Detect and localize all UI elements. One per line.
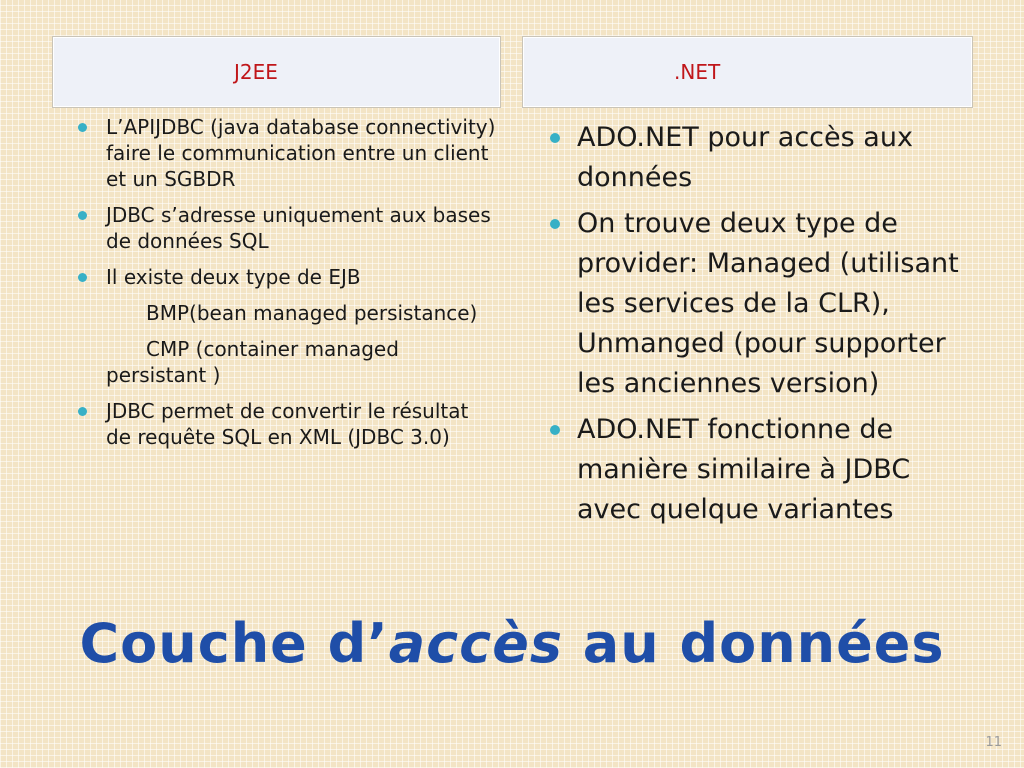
title-part-3: au données [562, 612, 945, 675]
table-header-j2ee [53, 37, 500, 107]
sub-list-item [78, 300, 498, 326]
list-item [550, 118, 970, 198]
slide-title [0, 612, 1024, 675]
sub-item-text: CMP (container managed persistant ) [106, 337, 399, 387]
list-item-text: L’APIJDBC (java database connectivity) faire le communication entre un client et un SGBDR [106, 115, 496, 191]
page-number: 11 [985, 735, 1002, 750]
sub-item-text: BMP(bean managed persistance) [146, 301, 478, 325]
bullet-icon [550, 133, 560, 143]
bullet-icon [78, 211, 87, 220]
table-header-dotnet [523, 37, 972, 107]
list-item-text: JDBC permet de convertir le résultat de requête SQL en XML (JDBC 3.0) [106, 399, 469, 449]
sub-list-item [78, 336, 498, 388]
dotnet-bullet-list [550, 118, 970, 536]
list-item [78, 264, 498, 290]
list-item [78, 202, 498, 254]
bullet-icon [78, 407, 87, 416]
list-item-text: On trouve deux type de provider: Managed (utilisant les services de la CLR), Unmanged (pour supporter les anciennes version) [577, 208, 959, 399]
list-item [550, 204, 970, 404]
header-j2ee-label: J2EE [234, 60, 278, 84]
title-part-2: accès [388, 612, 563, 675]
list-item [550, 410, 970, 530]
bullet-icon [78, 273, 87, 282]
j2ee-bullet-list [78, 114, 498, 460]
list-item [78, 114, 498, 192]
list-item-text: Il existe deux type de EJB [106, 265, 361, 289]
list-item-text: ADO.NET fonctionne de manière similaire à JDBC avec quelque variantes [577, 414, 911, 525]
list-item-text: ADO.NET pour accès aux données [577, 122, 913, 193]
bullet-icon [78, 123, 87, 132]
header-dotnet-label: .NET [674, 60, 721, 84]
bullet-icon [550, 219, 560, 229]
list-item [78, 398, 498, 450]
bullet-icon [550, 425, 560, 435]
list-item-text: JDBC s’adresse uniquement aux bases de données SQL [106, 203, 491, 253]
title-part-1: Couche d’ [79, 612, 389, 675]
